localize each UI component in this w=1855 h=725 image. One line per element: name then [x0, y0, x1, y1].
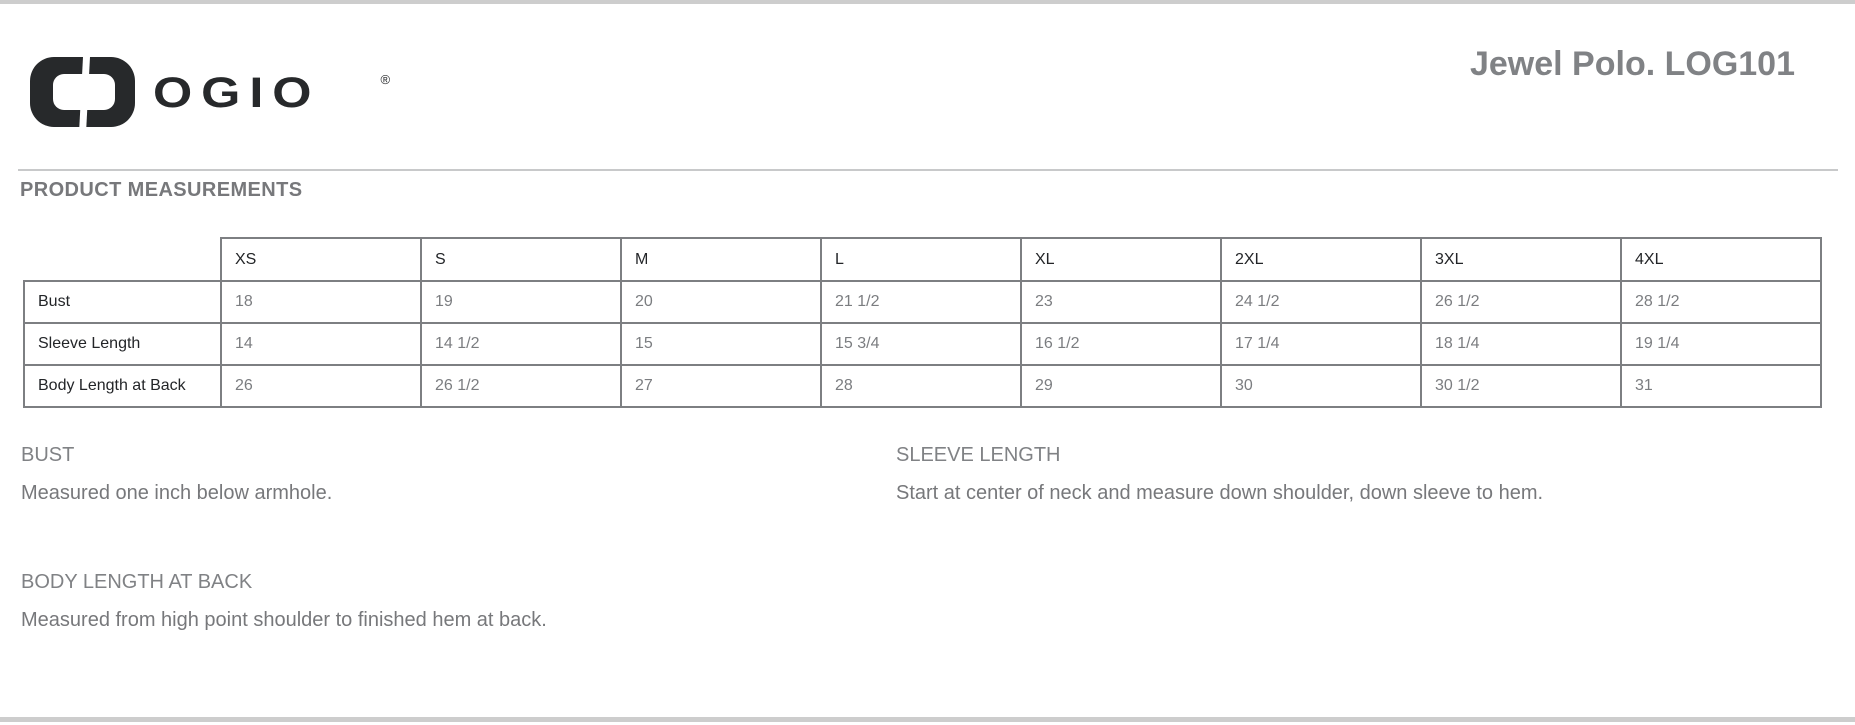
- measurement-cell: 18: [221, 281, 421, 323]
- measurement-cell: 18 1/4: [1421, 323, 1621, 365]
- size-header-m: M: [621, 238, 821, 281]
- measurement-cell: 17 1/4: [1221, 323, 1421, 365]
- header-divider: [18, 169, 1838, 171]
- page-top-bar: [0, 0, 1855, 4]
- size-header-2xl: 2XL: [1221, 238, 1421, 281]
- measurement-cell: 23: [1021, 281, 1221, 323]
- row-label-sleeve-length: Sleeve Length: [24, 323, 221, 365]
- definition-heading-bust: BUST: [21, 444, 75, 466]
- measurement-cell: 15: [621, 323, 821, 365]
- table-row-bust: [24, 281, 1821, 323]
- ogio-wordmark-wrap: [153, 67, 391, 117]
- measurements-table: [23, 237, 1822, 408]
- measurement-cell: 21 1/2: [821, 281, 1021, 323]
- measurement-cell: 28 1/2: [1621, 281, 1821, 323]
- definition-text-sleeve-length: Start at center of neck and measure down shoulder, down sleeve to hem.: [896, 482, 1544, 504]
- measurement-cell: 14: [221, 323, 421, 365]
- table-corner-cell: [24, 238, 221, 281]
- measurement-cell: 30 1/2: [1421, 365, 1621, 407]
- measurement-cell: 30: [1221, 365, 1421, 407]
- ogio-logo: [30, 57, 390, 127]
- size-header-xs: XS: [221, 238, 421, 281]
- row-label-bust: Bust: [24, 281, 221, 323]
- size-header-4xl: 4XL: [1621, 238, 1821, 281]
- definition-bust: [21, 444, 841, 505]
- ogio-logo-icon: [30, 57, 135, 127]
- measurement-cell: 20: [621, 281, 821, 323]
- definition-text-bust: Measured one inch below armhole.: [21, 482, 333, 504]
- measurement-cell: 14 1/2: [421, 323, 621, 365]
- measurement-cell: 15 3/4: [821, 323, 1021, 365]
- size-header-s: S: [421, 238, 621, 281]
- row-label-body-length: Body Length at Back: [24, 365, 221, 407]
- measurement-cell: 24 1/2: [1221, 281, 1421, 323]
- measurement-cell: 26: [221, 365, 421, 407]
- size-header-xl: XL: [1021, 238, 1221, 281]
- measurement-cell: 16 1/2: [1021, 323, 1221, 365]
- measurement-cell: 26 1/2: [421, 365, 621, 407]
- product-title: Jewel Polo. LOG101: [1469, 45, 1795, 83]
- page-bottom-bar: [0, 717, 1855, 722]
- definition-text-body-length: Measured from high point shoulder to finished hem at back.: [21, 609, 547, 631]
- definition-sleeve-length: [896, 444, 1716, 505]
- size-header-l: L: [821, 238, 1021, 281]
- table-row-body-length: [24, 365, 1821, 407]
- size-header-row: [24, 238, 1821, 281]
- definition-heading-sleeve-length: SLEEVE LENGTH: [896, 444, 1061, 466]
- definition-body-length-at-back: [21, 571, 841, 632]
- measurement-cell: 31: [1621, 365, 1821, 407]
- measurement-cell: 19: [421, 281, 621, 323]
- measurement-cell: 28: [821, 365, 1021, 407]
- measurement-cell: 27: [621, 365, 821, 407]
- table-row-sleeve-length: [24, 323, 1821, 365]
- section-heading: PRODUCT MEASUREMENTS: [20, 179, 303, 201]
- registered-trademark-symbol: ®: [380, 71, 391, 87]
- definition-heading-body-length: BODY LENGTH AT BACK: [21, 571, 253, 593]
- ogio-wordmark: OGIO: [153, 67, 321, 117]
- measurement-cell: 26 1/2: [1421, 281, 1621, 323]
- size-header-3xl: 3XL: [1421, 238, 1621, 281]
- measurement-cell: 29: [1021, 365, 1221, 407]
- measurement-cell: 19 1/4: [1621, 323, 1821, 365]
